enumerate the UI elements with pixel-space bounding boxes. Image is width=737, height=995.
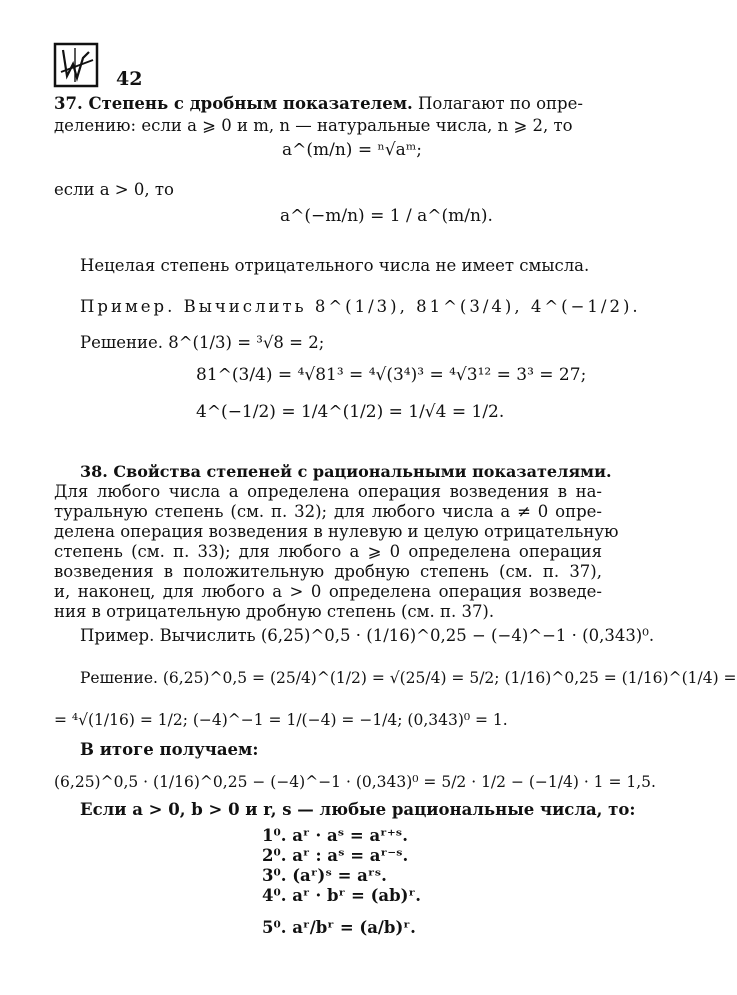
formula-negative-fraction-power: a^(−m/n) = 1 / a^(m/n). <box>280 206 493 226</box>
publisher-emblem-icon <box>53 42 99 88</box>
formula-fraction-power: a^(m/n) = ⁿ√aᵐ; <box>282 140 422 160</box>
section-38-result: (6,25)^0,5 · (1/16)^0,25 − (−4)^−1 · (0,343)⁰ = 5/2 · 1/2 − (−1/4) · 1 = 1,5. <box>54 773 656 791</box>
section-37-text-line3: если a > 0, то <box>54 180 174 199</box>
section-38-paragraph-line: степень (см. п. 33); для любого a ⩾ 0 определена операция <box>54 542 602 561</box>
property-1: 1⁰. aʳ · aˢ = aʳ⁺ˢ. <box>262 826 408 845</box>
section-37-note: Нецелая степень отрицательного числа не имеет смысла. <box>80 256 590 275</box>
section-37-solution-line2: 81^(3/4) = ⁴√81³ = ⁴√(3⁴)³ = ⁴√3¹² = 3³ = 27; <box>196 365 587 385</box>
section-38-solution-line1: Решение. (6,25)^0,5 = (25/4)^(1/2) = √(25/4) = 5/2; (1/16)^0,25 = (1/16)^(1/4) = <box>80 669 737 687</box>
section-37-title: 37. Степень с дробным показателем. <box>54 94 413 113</box>
section-38-example: Пример. Вычислить (6,25)^0,5 · (1/16)^0,25 − (−4)^−1 · (0,343)⁰. <box>80 626 655 645</box>
section-38-solution-line2: = ⁴√(1/16) = 1/2; (−4)^−1 = 1/(−4) = −1/4; (0,343)⁰ = 1. <box>54 711 508 729</box>
section-38-paragraph-line: возведения в положительную дробную степень (см. п. 37), <box>54 562 602 581</box>
section-38-title: 38. Свойства степеней с рациональными показателями. <box>80 462 612 481</box>
section-37-solution-line3: 4^(−1/2) = 1/4^(1/2) = 1/√4 = 1/2. <box>196 402 505 422</box>
property-3: 3⁰. (aʳ)ˢ = aʳˢ. <box>262 866 387 885</box>
section-38-paragraph-line: делена операция возведения в нулевую и целую отрицательную <box>54 522 619 541</box>
section-37-first-line <box>54 94 602 114</box>
section-38-properties-intro: Если a > 0, b > 0 и r, s — любые рациональные числа, то: <box>80 800 636 819</box>
section-38-result-intro: В итоге получаем: <box>80 740 259 759</box>
page-number: 42 <box>116 68 143 90</box>
property-5: 5⁰. aʳ/bʳ = (a/b)ʳ. <box>262 918 416 937</box>
section-38-paragraph-line: Для любого числа a определена операция возведения в на- <box>54 482 602 501</box>
section-37-text-line2: делению: если a ⩾ 0 и m, n — натуральные числа, n ⩾ 2, то <box>54 116 573 135</box>
section-38-paragraph-line: ния в отрицательную дробную степень (см. п. 37). <box>54 602 495 621</box>
property-4: 4⁰. aʳ · bʳ = (ab)ʳ. <box>262 886 422 905</box>
section-37-text-line1: Полагают по опре- <box>418 94 583 113</box>
section-38-paragraph-line: и, наконец, для любого a > 0 определена операция возведе- <box>54 582 602 601</box>
section-37-example: Пример. Вычислить 8^(1/3), 81^(3/4), 4^(−1/2). <box>80 297 641 316</box>
property-2: 2⁰. aʳ : aˢ = aʳ⁻ˢ. <box>262 846 409 865</box>
section-37-solution-line1: Решение. 8^(1/3) = ³√8 = 2; <box>80 333 325 352</box>
section-38-paragraph-line: туральную степень (см. п. 32); для любого числа a ≠ 0 опре- <box>54 502 602 521</box>
